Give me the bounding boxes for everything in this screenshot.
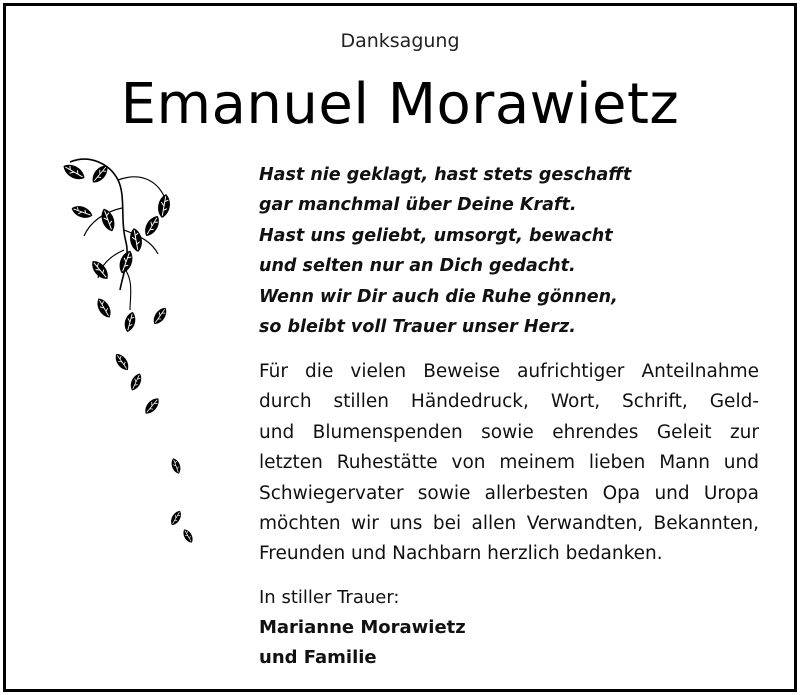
poem xyxy=(259,160,631,342)
thanks-line: durch stillen Händedruck, Wort, Schrift, Geld- xyxy=(259,391,759,413)
signature-block xyxy=(259,583,466,673)
thanks-line: Freunden und Nachbarn herzlich bedanken. xyxy=(259,543,663,565)
poem-line: und selten nur an Dich gedacht. xyxy=(259,256,576,277)
thanks-line: Für die vielen Beweise aufrichtiger Anteilnahme xyxy=(259,361,759,382)
poem-line: gar manchmal über Deine Kraft. xyxy=(259,195,577,216)
thanks-line: letzten Ruhestätte von meinem lieben Mann und xyxy=(259,452,759,474)
notice-heading: Danksagung xyxy=(340,30,460,52)
poem-line: Wenn wir Dir auch die Ruhe gönnen, xyxy=(259,286,618,307)
thanks-paragraph xyxy=(259,357,759,570)
poem-line: Hast uns geliebt, umsorgt, bewacht xyxy=(259,225,613,246)
signature-name: Marianne Morawietz xyxy=(259,617,466,638)
falling-leaves-icon xyxy=(60,150,210,560)
deceased-name: Emanuel Morawietz xyxy=(120,72,680,137)
signature-family: und Familie xyxy=(259,647,377,668)
poem-line: Hast nie geklagt, hast stets geschafft xyxy=(259,165,632,185)
thanks-line: und Blumenspenden sowie ehrendes Geleit zur xyxy=(259,421,759,443)
signature-intro: In stiller Trauer: xyxy=(259,587,400,608)
thanks-line: Schwiegervater sowie allerbesten Opa und Uropa xyxy=(259,482,759,504)
thanks-line: möchten wir uns bei allen Verwandten, Bekannten, xyxy=(259,513,759,535)
poem-line: so bleibt voll Trauer unser Herz. xyxy=(259,317,576,338)
